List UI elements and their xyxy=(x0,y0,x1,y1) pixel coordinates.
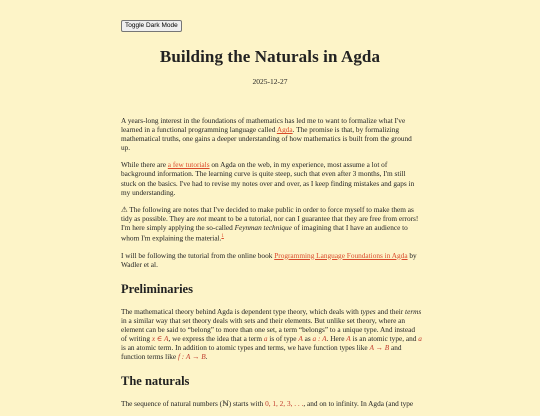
math-A: A xyxy=(298,334,303,344)
math-naturals-sequence: 0, 1, 2, 3, . . . xyxy=(265,399,304,409)
math-function-term: f : A → B xyxy=(177,352,206,362)
article-body xyxy=(121,116,422,416)
math-x-in-a: x ∈ A xyxy=(151,334,169,344)
tutorials-link[interactable]: a few tutorials xyxy=(167,160,210,170)
agda-link[interactable]: Agda xyxy=(276,125,293,135)
math-a: a xyxy=(418,334,422,344)
warning-icon: ⚠ xyxy=(121,204,128,214)
toggle-dark-mode-button[interactable]: Toggle Dark Mode xyxy=(121,20,182,32)
paragraph-type-theory: The mathematical theory behind Agda is dependent type theory, which deals with types and their terms in a similar way that set theory deals with sets and their elements. But unlike set theory, where an element can be said to “belong” to more than one set, a term “belongs” to a unique type. And instead of writing x ∈ A, we express the idea that a term a is of type A as a : A. Here A is an atomic type, and a is an atomic term. In addition to atomic types and terms, we have function types like A → B and function terms like f : A → B. xyxy=(121,306,422,362)
math-a-colon-A: a : A xyxy=(312,334,327,344)
paragraph-naturals: The sequence of natural numbers (ℕ) starts with 0, 1, 2, 3, . . ., and on to infinity. In Agda (and type xyxy=(121,399,414,409)
paragraph-intro: A years-long interest in the foundations of mathematics has led me to want to formalize what I've learned in a functional programming language called Agda. The promise is that, by formalizing mathematical truths, one gains a deeper understanding of how mathematics is built from the ground up. xyxy=(121,116,412,153)
plfa-book-link[interactable]: Programming Language Foundations in Agda xyxy=(274,250,408,260)
page-title: Building the Naturals in Agda xyxy=(159,47,381,66)
paragraph-warning: ⚠ The following are notes that I've decided to make public in order to force myself to make them as tidy as possible. They are not meant to be a tutorial, nor can I guarantee that they are free from errors! I'm here simply applying the so-called Feynman technique of imagining that I have an audience to whom I'm explaining the material.$^1$ xyxy=(121,204,419,243)
heading-the-naturals: The naturals xyxy=(121,374,190,389)
paragraph-tutorials: While there are a few tutorials on Agda on the web, in my experience, most assume a lot of background information. The learning curve is quite steep, such that even after 3 months, I'm still stuck on the basics. I've had to revise my notes over and over, as I keep finding mistakes and gaps in my understanding. xyxy=(121,160,415,197)
post-date: 2025-12-27 xyxy=(252,77,288,86)
math-A: A xyxy=(346,334,351,344)
paragraph-plfa: I will be following the tutorial from the online book Programming Language Foundations in Agda by Wadler et al. xyxy=(121,250,417,269)
heading-preliminaries: Preliminaries xyxy=(121,281,193,296)
math-function-type: A → B xyxy=(369,343,390,353)
footnote-link[interactable]: 1 xyxy=(221,234,224,240)
math-a: a xyxy=(263,334,268,344)
